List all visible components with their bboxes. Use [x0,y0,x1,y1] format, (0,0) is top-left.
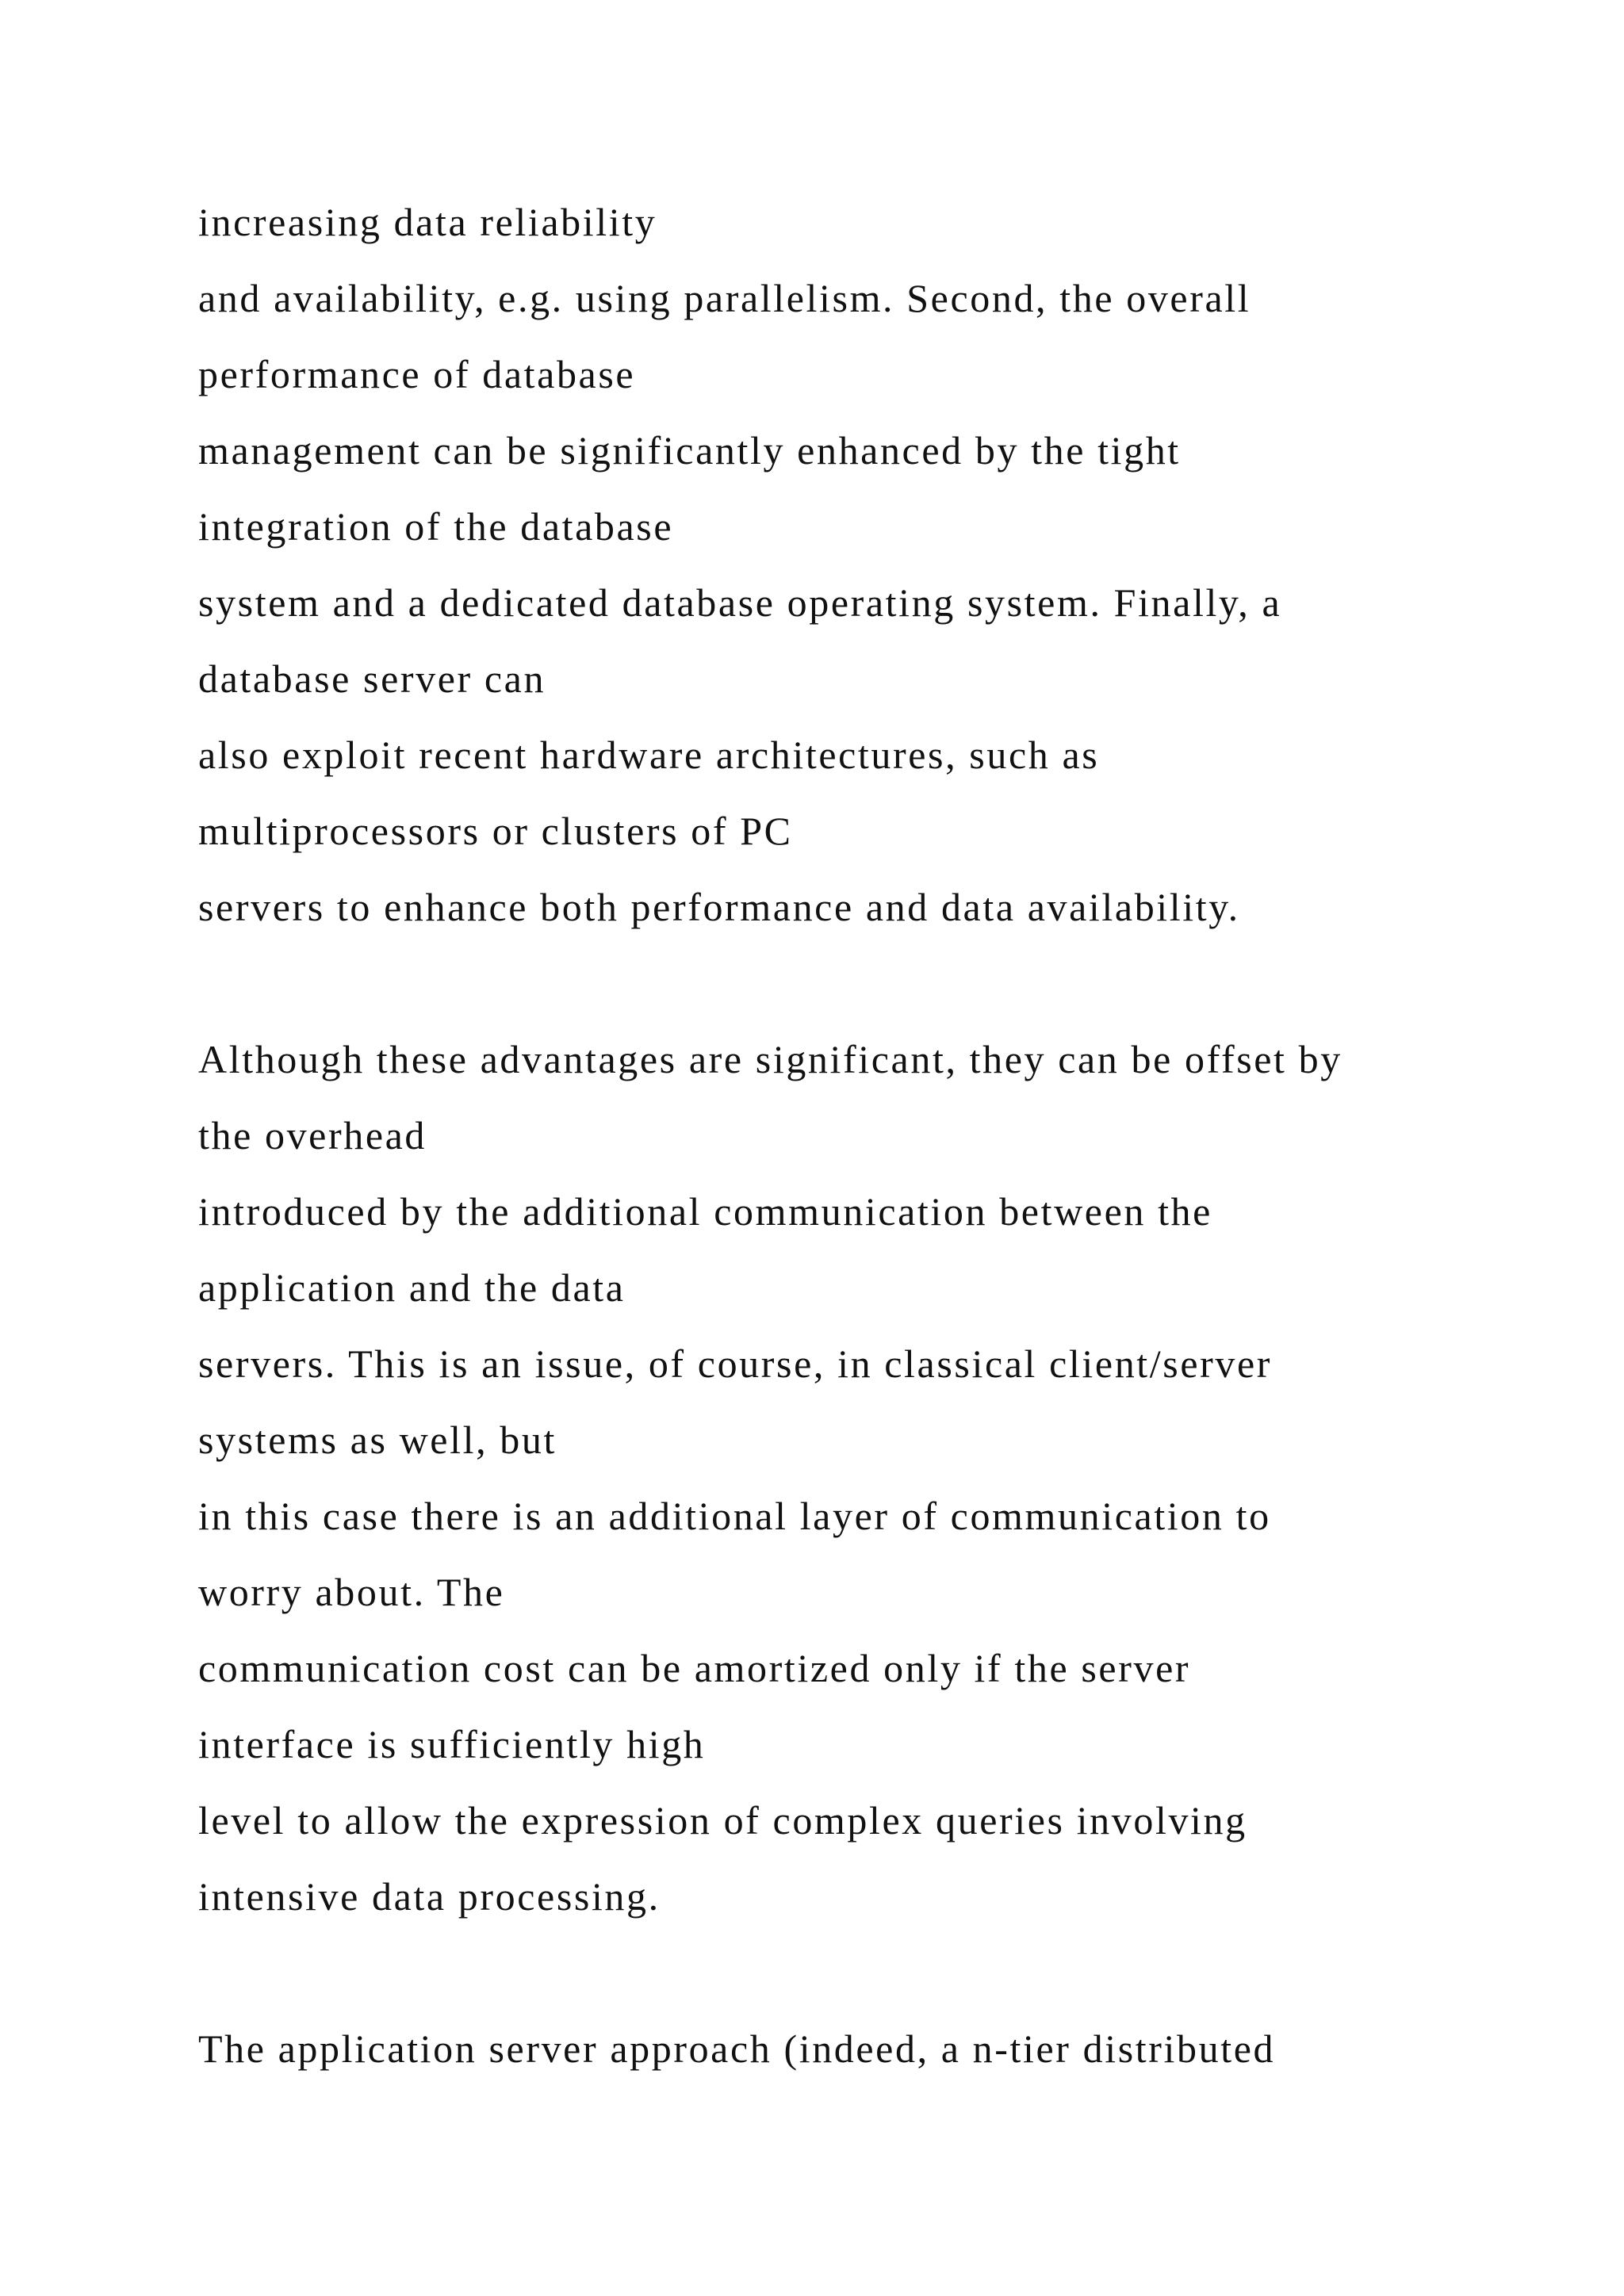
text-line: the overhead [198,1113,427,1158]
text-line: introduced by the additional communication between the [198,1189,1212,1234]
text-line: multiprocessors or clusters of PC [198,809,793,853]
paragraph-3 [198,2011,1546,2087]
text-line: servers to enhance both performance and data availability. [198,885,1240,929]
text-line: servers. This is an issue, of course, in classical client/server [198,1341,1273,1386]
text-line: communication cost can be amortized only if the server [198,1646,1191,1690]
text-line: interface is sufficiently high [198,1722,706,1766]
text-line: Although these advantages are significant, they can be offset by [198,1037,1342,1081]
text-line: worry about. The [198,1570,505,1614]
text-line: level to allow the expression of complex queries involving [198,1798,1247,1843]
text-line: intensive data processing. [198,1874,661,1919]
paragraph-1 [198,184,1546,945]
text-line: systems as well, but [198,1418,557,1462]
text-line: integration of the database [198,504,674,549]
text-line: also exploit recent hardware architectures, such as [198,733,1100,777]
text-line: management can be significantly enhanced by the tight [198,428,1181,473]
text-line: system and a dedicated database operating system. Finally, a [198,580,1282,625]
text-line: performance of database [198,352,636,396]
paragraph-gap [198,1934,1546,2011]
text-line: The application server approach (indeed, a n-tier distributed [198,2026,1276,2071]
text-line: application and the data [198,1265,626,1310]
text-line: and availability, e.g. using parallelism. Second, the overall [198,276,1251,320]
paragraph-gap [198,945,1546,1021]
document-body [198,184,1546,2087]
paragraph-2 [198,1021,1546,1934]
text-line: increasing data reliability [198,200,657,244]
text-line: database server can [198,656,546,701]
text-line: in this case there is an additional layer of communication to [198,1494,1271,1538]
